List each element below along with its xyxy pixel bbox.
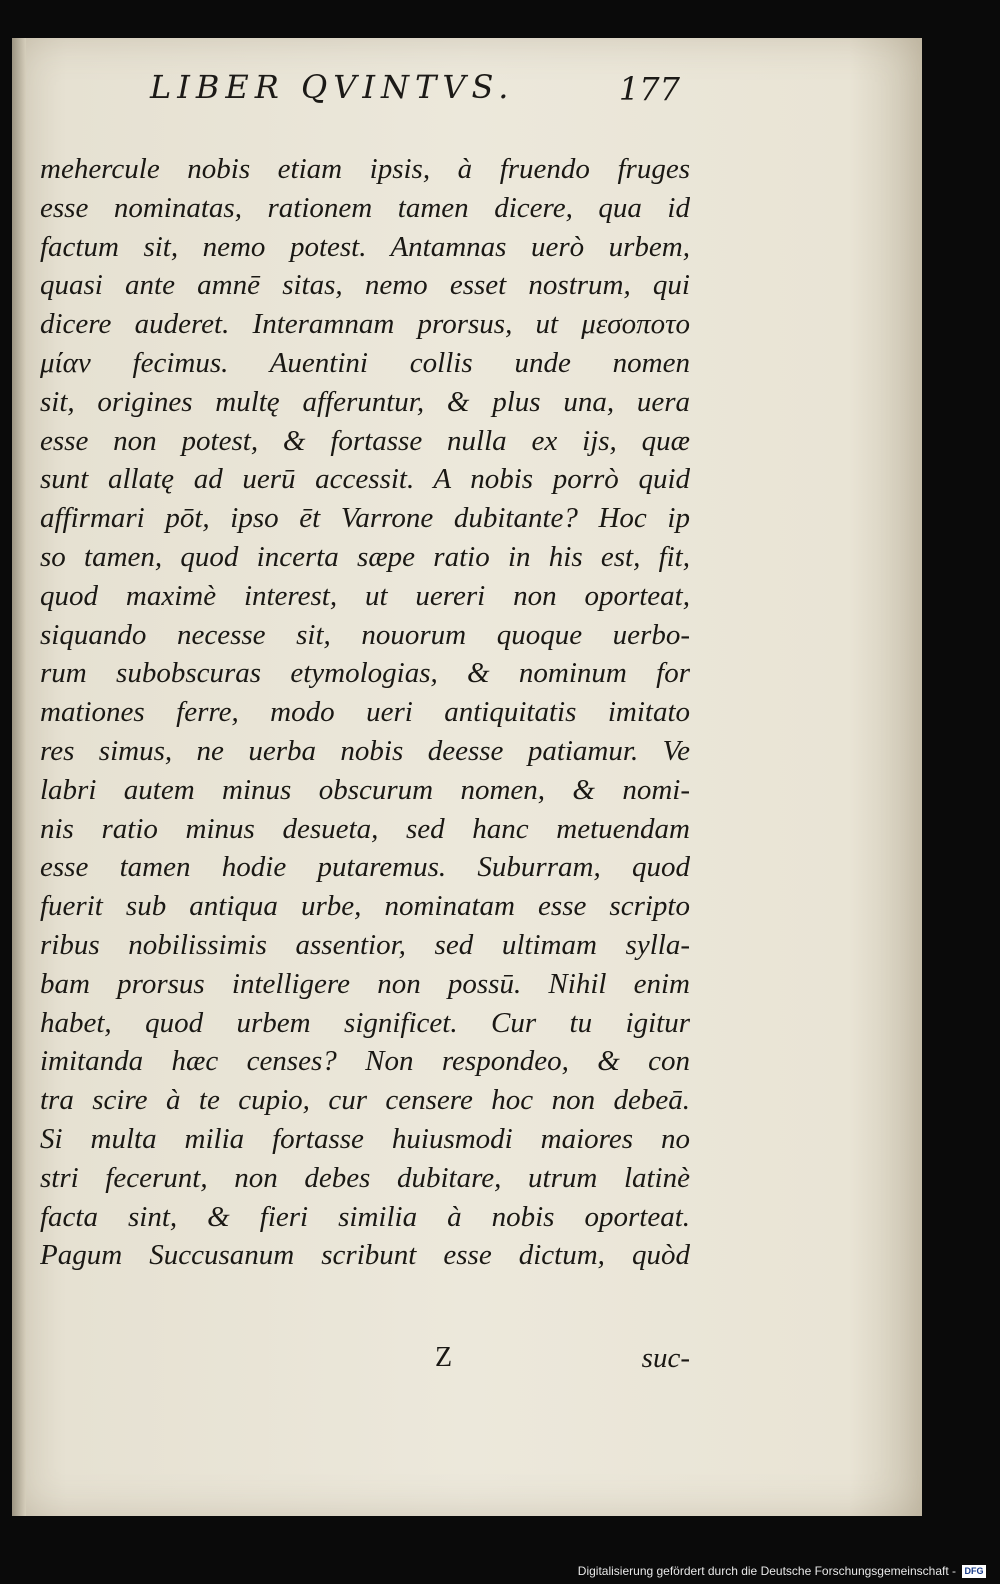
text-line: mationes ferre, modo ueri antiquitatis imitato [40,696,690,729]
text-line: dicere auderet. Interamnam prorsus, ut μεσοποτο [40,308,690,341]
text-line: affirmari pōt, ipso ēt Varrone dubitante? Hoc ip [40,502,690,535]
text-line: sunt allatę ad uerū accessit. A nobis porrò quid [40,463,690,496]
text-line: esse nominatas, rationem tamen dicere, qua id [40,191,690,224]
attribution-bar [578,1562,986,1580]
text-line: Si multa milia fortasse huiusmodi maiores no [40,1122,690,1155]
text-line: siquando necesse sit, nouorum quoque uerbo- [40,618,690,651]
text-line: fuerit sub antiqua urbe, nominatam esse scripto [40,890,690,923]
text-line: μίαν fecimus. Auentini collis unde nomen [40,346,690,379]
text-line: labri autem minus obscurum nomen, & nomi- [40,773,690,806]
text-line: ribus nobilissimis assentior, sed ultimam sylla- [40,928,690,961]
text-line: mehercule nobis etiam ipsis, à fruendo fruges [40,153,690,185]
catchword: suc- [641,1342,690,1374]
page-number: 177 [618,70,680,108]
text-line: stri fecerunt, non debes dubitare, utrum latinè [40,1161,690,1194]
signature-line [40,1342,690,1382]
text-block [40,150,690,1275]
text-line: esse non potest, & fortasse nulla ex ijs, quæ [40,424,690,457]
text-line: esse tamen hodie putaremus. Suburram, quod [40,851,690,884]
running-title: LIBER QVINTVS. [150,68,515,106]
page-edge [12,38,26,1516]
text-line: rum subobscuras etymologias, & nominum for [40,657,690,690]
running-head [150,68,680,108]
text-line: facta sint, & fieri similia à nobis oporteat. [40,1200,690,1233]
text-line: so tamen, quod incerta sæpe ratio in his est, fit, [40,540,690,573]
text-line: sit, origines multę afferuntur, & plus una, uera [40,385,690,418]
text-line: imitanda hæc censes? Non respondeo, & con [40,1045,690,1078]
dfg-logo: DFG [962,1565,986,1578]
text-line: nis ratio minus desueta, sed hanc metuendam [40,812,690,845]
text-line: res simus, ne uerba nobis deesse patiamur. Ve [40,734,690,767]
text-line: quasi ante amnē sitas, nemo esset nostrum, qui [40,269,690,302]
text-line: habet, quod urbem significet. Cur tu igitur [40,1006,690,1039]
attribution-text: Digitalisierung gefördert durch die Deutsche Forschungsgemeinschaft - [577,1564,956,1578]
signature-mark: Z [435,1342,453,1373]
text-line: factum sit, nemo potest. Antamnas uerò urbem, [40,230,690,263]
text-line: quod maximè interest, ut uereri non oporteat, [40,579,690,612]
text-line: bam prorsus intelligere non possū. Nihil enim [40,967,690,1000]
text-line: Pagum Succusanum scribunt esse dictum, quòd [40,1239,690,1272]
text-line: tra scire à te cupio, cur censere hoc non debeā. [40,1084,690,1117]
